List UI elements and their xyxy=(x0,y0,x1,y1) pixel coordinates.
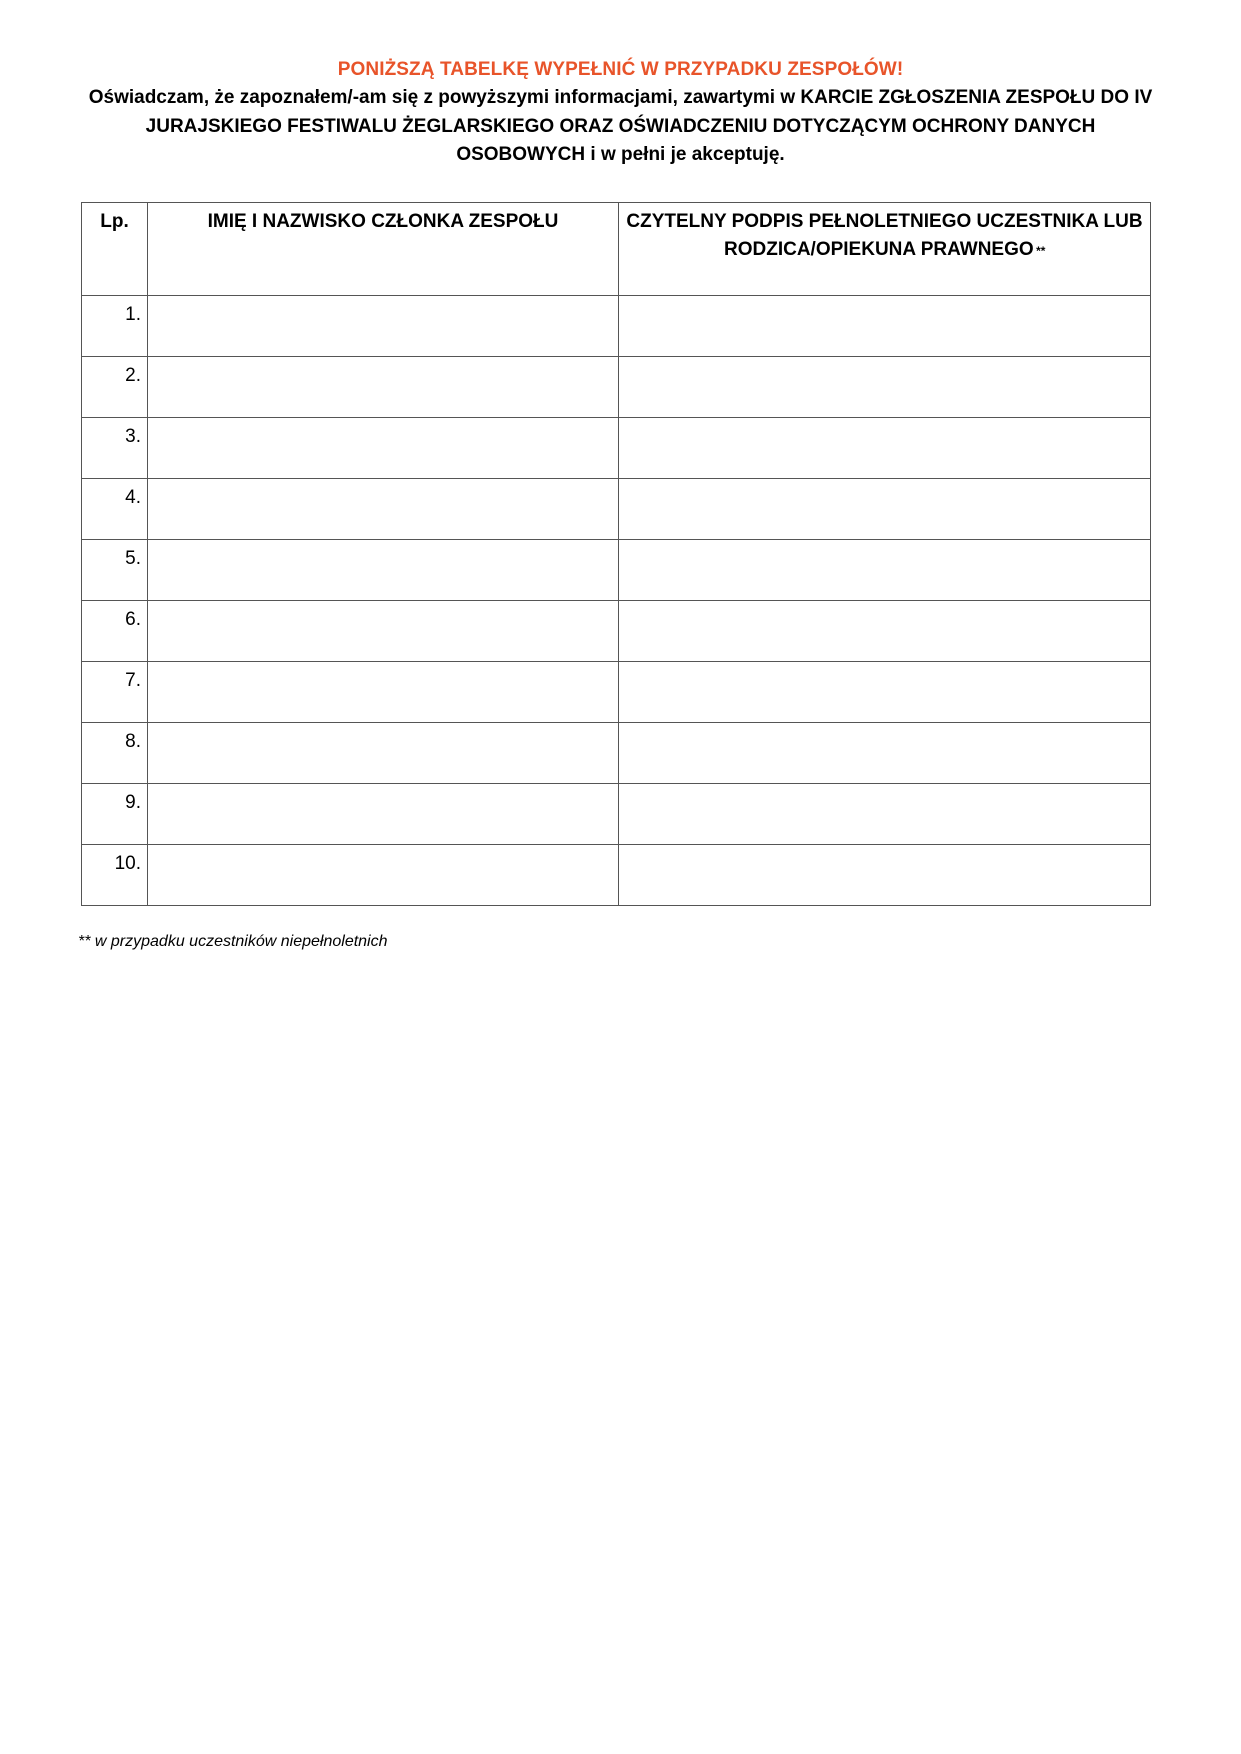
table-row xyxy=(82,357,1151,418)
table-row xyxy=(82,845,1151,906)
row-number: 10. xyxy=(82,845,148,906)
row-number: 3. xyxy=(82,418,148,479)
table-row xyxy=(82,723,1151,784)
column-header-signature xyxy=(619,203,1151,296)
signature-cell[interactable] xyxy=(619,357,1151,418)
signature-cell[interactable] xyxy=(619,784,1151,845)
signature-cell[interactable] xyxy=(619,662,1151,723)
member-name-cell[interactable] xyxy=(148,357,619,418)
member-name-cell[interactable] xyxy=(148,296,619,357)
member-name-cell[interactable] xyxy=(148,601,619,662)
member-name-cell[interactable] xyxy=(148,418,619,479)
member-name-cell[interactable] xyxy=(148,479,619,540)
table-header-row xyxy=(82,203,1151,296)
table-row xyxy=(82,601,1151,662)
member-name-cell[interactable] xyxy=(148,845,619,906)
row-number: 5. xyxy=(82,540,148,601)
signature-cell[interactable] xyxy=(619,601,1151,662)
page-title: PONIŻSZĄ TABELKĘ WYPEŁNIĆ W PRZYPADKU ZESPOŁÓW! xyxy=(337,59,904,80)
signature-cell[interactable] xyxy=(619,479,1151,540)
signature-cell[interactable] xyxy=(619,540,1151,601)
signature-cell[interactable] xyxy=(619,845,1151,906)
member-name-cell[interactable] xyxy=(148,540,619,601)
consent-statement: Oświadczam, że zapoznałem/-am się z powyższymi informacjami, zawartymi w KARCIE ZGŁOSZENIA ZESPOŁU DO IV JURAJSKIEGO FESTIWALU ŻEGLARSKIEGO ORAZ OŚWIADCZENIU DOTYCZĄCYM OCHRONY DANYCH OSOBOWYCH i w pełni je akceptuję. xyxy=(88,87,1153,165)
table-row xyxy=(82,479,1151,540)
signature-cell[interactable] xyxy=(619,296,1151,357)
table-body xyxy=(82,296,1151,906)
document-header xyxy=(70,56,1171,170)
footnote-marker: ** xyxy=(1035,244,1045,258)
row-number: 2. xyxy=(82,357,148,418)
signature-cell[interactable] xyxy=(619,723,1151,784)
row-number: 4. xyxy=(82,479,148,540)
member-name-cell[interactable] xyxy=(148,662,619,723)
row-number: 7. xyxy=(82,662,148,723)
row-number: 8. xyxy=(82,723,148,784)
row-number: 1. xyxy=(82,296,148,357)
row-number: 6. xyxy=(82,601,148,662)
column-header-lp: Lp. xyxy=(82,203,148,296)
table-row xyxy=(82,296,1151,357)
signature-cell[interactable] xyxy=(619,418,1151,479)
table-row xyxy=(82,418,1151,479)
table-row xyxy=(82,662,1151,723)
row-number: 9. xyxy=(82,784,148,845)
member-name-cell[interactable] xyxy=(148,784,619,845)
table-row xyxy=(82,540,1151,601)
column-header-signature-label: CZYTELNY PODPIS PEŁNOLETNIEGO UCZESTNIKA LUB RODZICA/OPIEKUNA PRAWNEGO xyxy=(626,211,1143,260)
team-members-table xyxy=(81,202,1151,906)
footnote: ** w przypadku uczestników niepełnoletnich xyxy=(78,933,388,950)
member-name-cell[interactable] xyxy=(148,723,619,784)
table-row xyxy=(82,784,1151,845)
column-header-name: IMIĘ I NAZWISKO CZŁONKA ZESPOŁU xyxy=(148,203,619,296)
